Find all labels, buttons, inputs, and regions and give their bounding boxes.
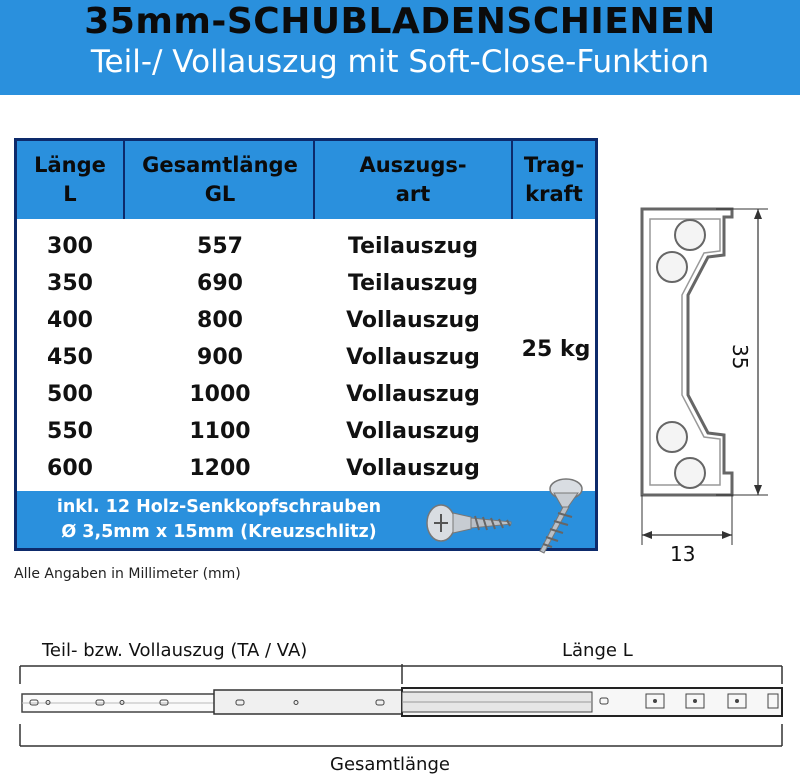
table-row: 500 1000 Vollauszug — [47, 382, 480, 407]
length-label: Länge L — [562, 640, 633, 661]
table-header — [17, 141, 595, 219]
screws-line-1: inkl. 12 Holz-Senkkopfschrauben — [56, 497, 382, 517]
table-row: 350 690 Teilauszug — [47, 271, 478, 296]
table-row: 550 1100 Vollauszug — [47, 419, 480, 444]
header-tragkraft: Trag- kraft — [523, 153, 585, 206]
screws-line-2: Ø 3,5mm x 15mm (Kreuzschlitz) — [61, 522, 377, 542]
table-row: 400 800 Vollauszug — [47, 308, 480, 333]
header-laenge: Länge L — [34, 153, 106, 206]
page-subtitle: Teil-/ Vollauszug mit Soft-Close-Funktion — [90, 44, 710, 80]
page-title: 35mm-SCHUBLADENSCHIENEN — [84, 1, 716, 42]
table-row: 450 900 Vollauszug — [47, 345, 480, 370]
units-note: Alle Angaben in Millimeter (mm) — [14, 566, 241, 582]
header-gesamtlaenge: Gesamtlänge GL — [142, 153, 298, 206]
profile-height-label: 35 — [728, 344, 752, 370]
load-capacity: 25 kg — [521, 337, 591, 362]
drawer-slide-icon — [0, 658, 800, 758]
table-row: 600 1200 Vollauszug — [47, 456, 480, 481]
header-auszugsart: Auszugs- art — [359, 153, 467, 206]
spec-table — [14, 138, 598, 551]
profile-width-label: 13 — [670, 542, 696, 566]
screw-icon — [419, 477, 589, 557]
table-footer — [17, 491, 595, 548]
total-length-label: Gesamtlänge — [330, 754, 450, 775]
extension-label: Teil- bzw. Vollauszug (TA / VA) — [42, 640, 308, 661]
table-row: 300 557 Teilauszug — [47, 234, 478, 259]
header-banner — [0, 0, 800, 95]
rail-profile-icon — [620, 195, 790, 565]
